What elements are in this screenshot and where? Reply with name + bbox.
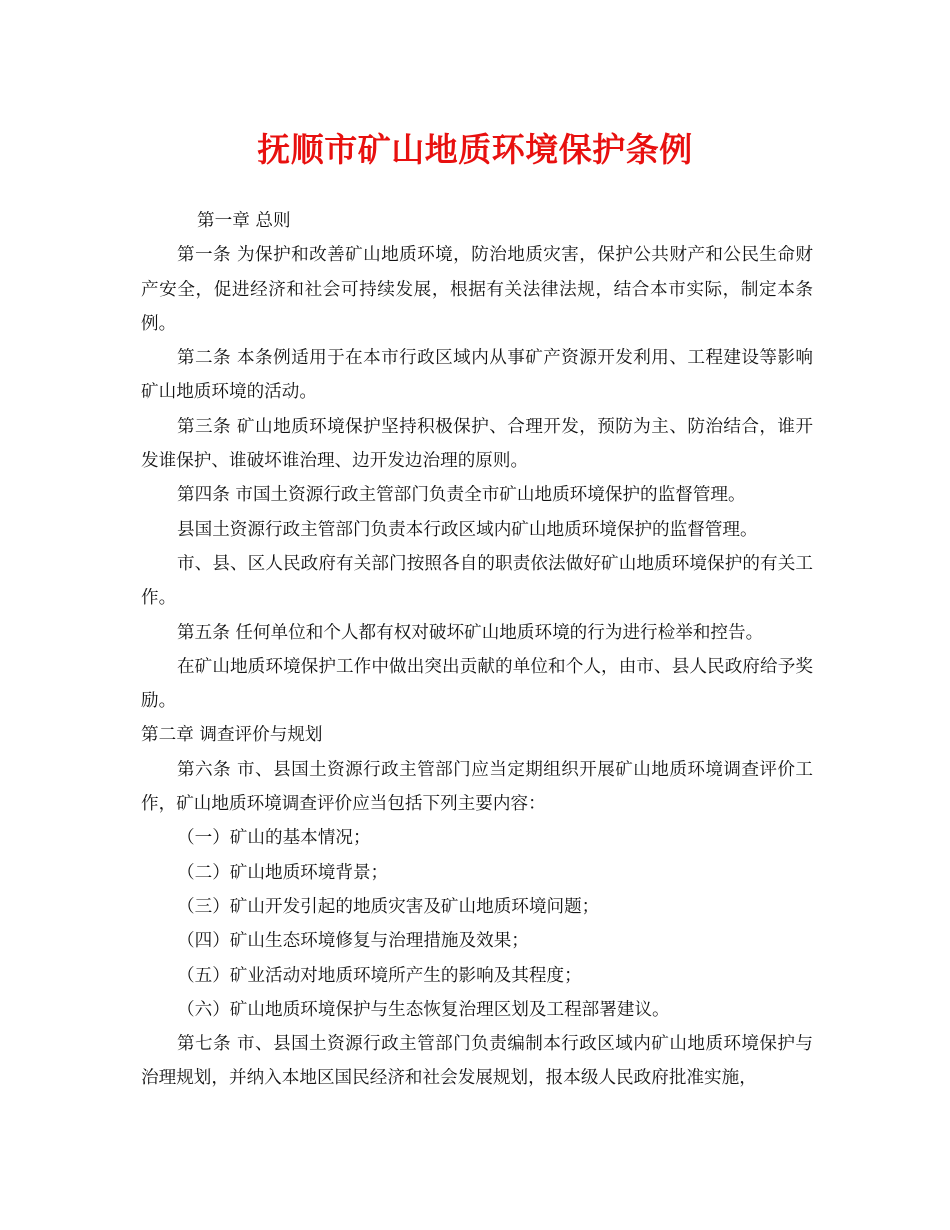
list-item-i4: （四）矿山生态环境修复与治理措施及效果； <box>177 931 529 952</box>
article-paragraph-a5: 第五条 任何单位和个人都有权对破坏矿山地质环境的行为进行检举和控告。 <box>177 622 764 643</box>
list-item-i3: （三）矿山开发引起的地质灾害及矿山地质环境问题； <box>177 896 600 917</box>
article-paragraph-a1: 第一条 为保护和改善矿山地质环境，防治地质灾害，保护公共财产和公民生命财产安全，促进经济和社会可持续发展，根据有关法律法规，结合本市实际，制定本条例。 <box>141 245 813 334</box>
list-item-i2: （二）矿山地质环境背景； <box>177 862 389 883</box>
article-paragraph-a4b: 县国土资源行政主管部门负责本行政区域内矿山地质环境保护的监督管理。 <box>177 519 758 540</box>
document-body <box>141 204 813 1096</box>
article-paragraph-a3: 第三条 矿山地质环境保护坚持积极保护、合理开发，预防为主、防治结合，谁开发谁保护、谁破坏谁治理、边开发边治理的原则。 <box>141 416 813 472</box>
document-title: 抚顺市矿山地质环境保护条例 <box>257 130 693 169</box>
article-paragraph-a5b: 在矿山地质环境保护工作中做出突出贡献的单位和个人，由市、县人民政府给予奖励。 <box>141 656 813 712</box>
chapter-heading-ch1: 第一章 总则 <box>197 211 291 231</box>
list-item-i1: （一）矿山的基本情况； <box>177 828 371 849</box>
list-item-i6: （六）矿山地质环境保护与生态恢复治理区划及工程部署建议。 <box>177 999 670 1020</box>
chapter-heading-ch2: 第二章 调查评价与规划 <box>141 725 323 746</box>
article-paragraph-a7: 第七条 市、县国土资源行政主管部门负责编制本行政区域内矿山地质环境保护与治理规划，并纳入本地区国民经济和社会发展规划，报本级人民政府批准实施， <box>141 1034 813 1089</box>
article-paragraph-a6: 第六条 市、县国土资源行政主管部门应当定期组织开展矿山地质环境调查评价工作，矿山地质环境调查评价应当包括下列主要内容： <box>141 759 813 815</box>
article-paragraph-a4c: 市、县、区人民政府有关部门按照各自的职责依法做好矿山地质环境保护的有关工作。 <box>141 553 813 609</box>
article-paragraph-a4: 第四条 市国土资源行政主管部门负责全市矿山地质环境保护的监督管理。 <box>177 485 746 506</box>
list-item-i5: （五）矿业活动对地质环境所产生的影响及其程度； <box>177 965 582 986</box>
article-paragraph-a2: 第二条 本条例适用于在本市行政区域内从事矿产资源开发利用、工程建设等影响矿山地质环境的活动。 <box>141 348 813 403</box>
